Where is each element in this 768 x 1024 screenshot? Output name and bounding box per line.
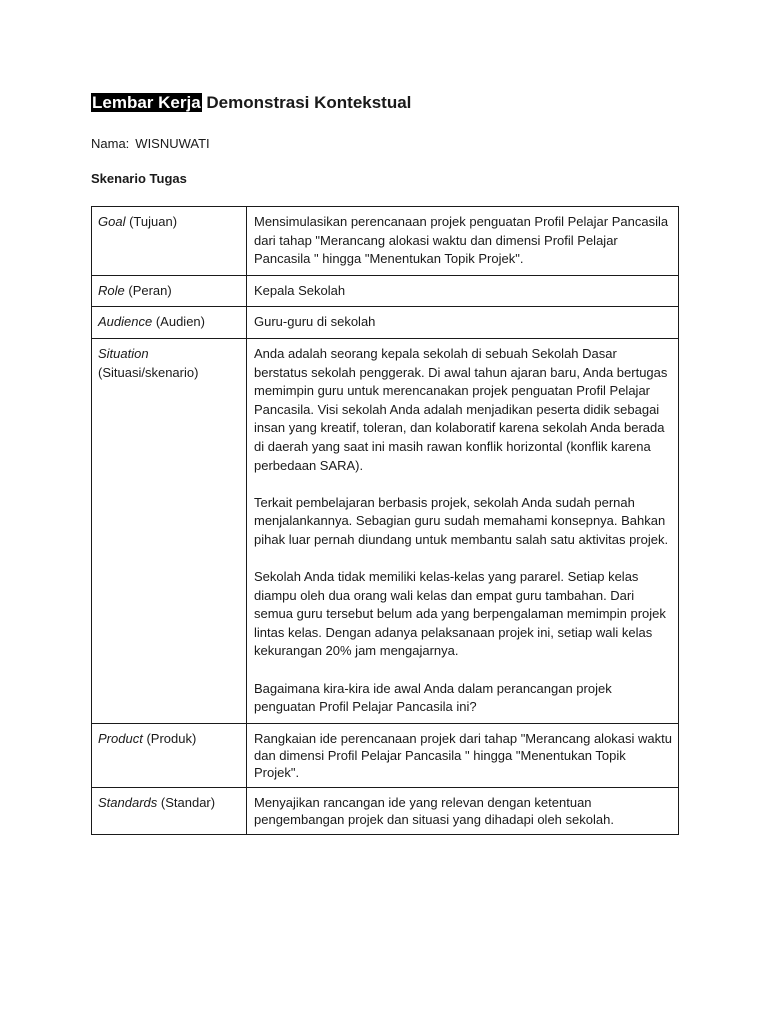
row-term-translation: (Peran)	[128, 282, 172, 298]
row-content	[247, 207, 679, 276]
name-label: Nama:	[91, 136, 130, 151]
table-row-audience	[92, 307, 679, 339]
row-label	[92, 275, 247, 307]
row-paragraph: Guru-guru di sekolah	[254, 314, 376, 330]
row-term-translation: (Produk)	[146, 730, 197, 746]
page-title	[91, 92, 679, 114]
table-row-product	[92, 723, 679, 787]
row-content	[247, 787, 679, 834]
row-paragraph: Rangkaian ide perencanaan projek dari tahap "Merancang alokasi waktu dan dimensi Profil Pelajar Pancasila " hingga "Menentukan Topik Projek".	[254, 730, 672, 780]
row-content	[247, 275, 679, 307]
section-title: Skenario Tugas	[91, 171, 187, 186]
name-value: WISNUWATI	[135, 136, 210, 151]
row-paragraph: Sekolah Anda tidak memiliki kelas-kelas yang pararel. Setiap kelas diampu oleh dua orang wali kelas dan empat guru tambahan. Dari semua guru tersebut belum ada yang berpengalaman memimpin projek lintas kelas. Dengan adanya pelaksanaan projek ini, setiap wali kelas kekurangan 20% jam mengajarnya.	[254, 569, 666, 659]
row-term: Product	[98, 730, 143, 746]
row-label	[92, 207, 247, 276]
table-row-goal	[92, 207, 679, 276]
row-term-translation: (Audien)	[155, 314, 205, 330]
row-paragraph: Menyajikan rancangan ide yang relevan dengan ketentuan pengembangan projek dan situasi yang dihadapi oleh sekolah.	[254, 794, 614, 827]
row-term: Role	[98, 282, 125, 298]
row-label	[92, 307, 247, 339]
row-content	[247, 338, 679, 723]
row-paragraph: Mensimulasikan perencanaan projek penguatan Profil Pelajar Pancasila dari tahap "Merancang alokasi waktu dan dimensi Profil Pelajar Pancasila " hingga "Menentukan Topik Projek".	[254, 214, 669, 267]
row-content	[247, 307, 679, 339]
title-highlight: Lembar Kerja	[92, 93, 201, 112]
worksheet-page	[91, 92, 679, 835]
row-label	[92, 723, 247, 787]
table-row-standards	[92, 787, 679, 834]
row-label	[92, 338, 247, 723]
row-term-translation: (Standar)	[160, 794, 216, 810]
row-label	[92, 787, 247, 834]
row-term: Goal	[98, 214, 126, 229]
row-term: Audience	[98, 314, 153, 330]
row-term-translation: (Situasi/skenario)	[98, 364, 199, 380]
row-term: Situation	[98, 345, 149, 361]
row-content	[247, 723, 679, 787]
row-paragraph: Bagaimana kira-kira ide awal Anda dalam perancangan projek penguatan Profil Pelajar Pancasila ini?	[254, 680, 612, 715]
row-paragraph: Terkait pembelajaran berbasis projek, sekolah Anda sudah pernah menjalankannya. Sebagian guru sudah memahami konsepnya. Bahkan pihak luar pernah diundang untuk membantu salah satu aktivitas projek.	[254, 494, 669, 547]
row-term-translation: (Tujuan)	[129, 214, 178, 229]
row-term: Standards	[98, 794, 158, 810]
title-rest: Demonstrasi Kontekstual	[206, 93, 412, 112]
row-paragraph: Kepala Sekolah	[254, 282, 346, 298]
table-row-role	[92, 275, 679, 307]
scenario-table	[91, 206, 679, 835]
table-row-situation	[92, 338, 679, 723]
row-paragraph: Anda adalah seorang kepala sekolah di sebuah Sekolah Dasar berstatus sekolah penggerak. Di awal tahun ajaran baru, Anda bertugas memimpin guru untuk merencanakan projek penguatan Profil Pelajar Pancasila. Visi sekolah Anda adalah menjadikan peserta didik sebagai insan yang kreatif, toleran, dan kolaboratif karena sekolah Anda berada di daerah yang saat ini masih rawan konflik horizontal (konflik karena perbedaan SARA).	[254, 345, 668, 473]
name-line	[91, 135, 679, 153]
